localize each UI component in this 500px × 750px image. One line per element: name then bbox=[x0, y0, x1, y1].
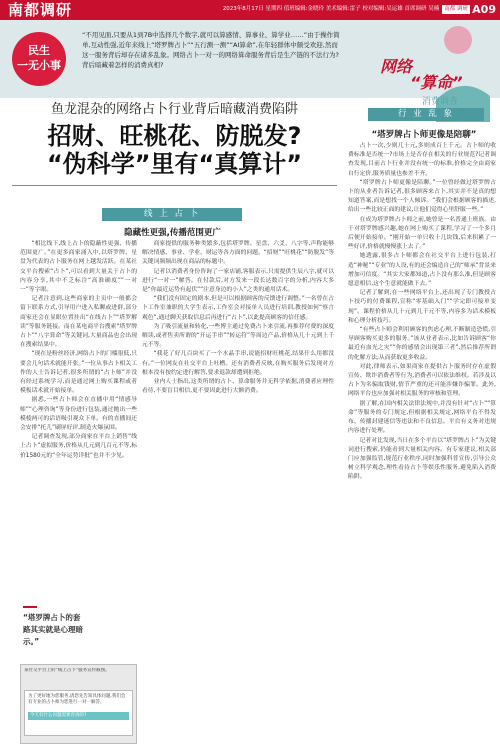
column-badge bbox=[12, 32, 66, 86]
left-column-2 bbox=[142, 240, 334, 745]
figure-caption: 某社交平台上的“线上占卜”服务宣传截图。 bbox=[24, 668, 110, 673]
deco-title-b: “算命” bbox=[410, 73, 463, 92]
headline-line-1: 招财、旺桃花、防脱发? bbox=[47, 122, 302, 150]
paragraph: 为了吸引流量和转化,一些博主通过免费占卜来引流,再推荐付费的深度解读,或者售卖所谓的“开运手串”“转运符”等周边产品,价格从几十元到上千元不等。 bbox=[142, 323, 334, 349]
headline-divider bbox=[12, 185, 337, 186]
deco-subtitle: 消费调查 bbox=[422, 97, 459, 107]
paragraph: “现在是粉丝经济,网络占卜的门槛很低,只要会几句话术就能开张。”一位从事占卜相关工作的人士告诉记者,很多所谓的“占卜师”并没有经过系统学习,而是通过网上购买课程或者模板话术就开始接单。 bbox=[20, 351, 137, 395]
badge-line-1: 民生 bbox=[28, 44, 50, 57]
decorative-illustration bbox=[340, 22, 500, 122]
page-number: A09 bbox=[472, 3, 496, 16]
figure-chat-text: 为了更好地为您服务,请您先告知具体问题,我们会有专业的占卜师为您进行一对一解答。 bbox=[28, 694, 126, 705]
pull-quote: “塔罗牌占卜的套路其实就是心理暗示。” bbox=[23, 613, 83, 646]
paragraph: 占卜一次,少则几十元,多则成百上千元。占卜师的收费标准是否统一?市场上是否存在相关的行业规范?记者调查发现,目前占卜行业并没有统一的标准,价格完全由商家自行定价,服务质量也参差不齐。 bbox=[348, 143, 496, 177]
right-column bbox=[348, 142, 496, 745]
badge-line-2: 一无小事 bbox=[17, 59, 61, 72]
paragraph: 业内人士指出,这类所谓的占卜、算命服务并无科学依据,消费者应理性看待,不要盲目相信,更不要因此进行大额消费。 bbox=[142, 379, 334, 395]
paragraph: 据了解,在国内相关法律法规中,并没有针对“占卜”“算命”等服务的专门规定,但根据相关规定,网络平台不得发布、传播封建迷信等违法和不良信息。平台有义务对违规内容进行处理。 bbox=[348, 400, 496, 435]
left-column-1 bbox=[20, 240, 137, 608]
paragraph: 在成为塔罗牌占卜师之前,她曾是一名普通上班族。由于对塔罗牌感兴趣,她在网上购买了课程,学习了一个多月后便开始接单。“刚开始一单只收十几块钱,后来积累了一些好评,价格就慢慢涨上去了。” bbox=[348, 216, 496, 251]
paragraph: 记者对比发现,当日在多个平台以“塔罗牌占卜”为关键词进行搜索,仍能看到大量相关内容。有专家建议,相关部门应加强监管,规范行业秩序,同时加强科普宣传,引导公众树立科学观念,理性看待占卜等娱乐性服务,避免陷入消费陷阱。 bbox=[348, 437, 496, 481]
paragraph: “我花了好几百块买了一个水晶手串,说能招财旺桃花,结果什么用都没有。”一位网友在社交平台上吐槽。还有消费者反映,在购买服务后发现对方根本没有按约定进行解答,要求退款却遭到拒绝。 bbox=[142, 351, 334, 376]
paragraph: 记者以消费者身份咨询了一家店铺,客服表示,只需提供生辰八字,就可以进行“一对一”解答。在付款后,对方发来一段长达数百字的分析,内容大多是“你最近运势有起伏”“注意身边的小人”之类的通用话术。 bbox=[142, 268, 334, 294]
section-title: 南都调研 bbox=[8, 1, 73, 19]
paragraph: 对此,律师表示,如果商家在提供占卜服务时存在虚假宣传、欺诈消费者等行为,消费者可以依法维权。若涉及以占卜为名骗取钱财,情节严重的还可能涉嫌诈骗罪。此外,网络平台也应加强对相关服务的审核和管理。 bbox=[348, 363, 496, 398]
paragraph: “塔罗牌占卜师更像是陪聊。”一位曾经做过塔罗牌占卜的从业者告诉记者,很多顾客来占卜,其实并不是真的想知道答案,而是想找一个人倾诉。“我们会根据顾客的描述,给出一些比较正面的建议,让他们觉得心里舒服一些。” bbox=[348, 179, 496, 214]
paragraph: 记者注意到,这些商家的主页中一般都会留下联系方式,引导用户进入私聊或进群,部分商家还会在显眼位置挂出“在线占卜”“塔罗解读”等服务链接。而在某电商平台搜索“塔罗牌占卜”“八字算命”等关键词,大量商品也会出现在搜索结果中。 bbox=[20, 296, 137, 349]
screenshot-figure bbox=[20, 664, 137, 744]
paragraph: “相比线下,线上占卜的隐蔽性更强、传播范围更广。”在更多商家涌入中,以塔罗牌、星盘为代表的占卜服务在网上越发活跃。在某社交平台搜索“占卜”,可以看到大量关于占卜的内容分享,其中不乏标注“高准确度”“一对一”等字眼。 bbox=[20, 241, 137, 294]
subhead-industry: “塔罗牌占卜师更像是陪聊” bbox=[371, 130, 477, 140]
headline bbox=[12, 122, 337, 178]
subhead-online: 隐藏性更强,传播范围更广 bbox=[124, 228, 221, 238]
figure-chat-tab: 今天有什么问题需要咨询的? bbox=[28, 712, 129, 720]
paragraph: “有些占卜师会利用顾客的焦虑心理,不断制造恐慌,引导顾客购买更多的服务。”该从业者表示,比如告诉顾客“你最近有血光之灾”“你的感情会出现第三者”,然后推荐所谓的化解方法,从而获取更多收益。 bbox=[348, 327, 496, 361]
paragraph: 商家提供的服务种类繁多,包括塔罗牌、星盘、六爻、八字等,声称能够解决情感、事业、学业、财运等各方面的问题。“招财”“旺桃花”“防脱发”等关键词频频出现在商品的标题中。 bbox=[142, 241, 334, 266]
masthead-bar bbox=[0, 0, 500, 20]
deco-title-a: 网络 bbox=[380, 57, 413, 76]
section-tag-industry: 行 业 乱 象 bbox=[368, 108, 484, 121]
section-tag-online: 线 上 占 卜 bbox=[102, 208, 242, 221]
lead-paragraph: “不用见面,只要从1到7B中选择几个数字,就可以算感情、算事业、算学业……”由于操作简单,互动性强,近年来线上“塔罗牌占卜”“五行测一测”“AI算命”,在年轻群体中颇受欢迎,然而这一服务背后却存在诸多乱象。网络占卜一对一的网络算命服务背后是生产链的不法行为?背后暗藏着怎样的消费真相? bbox=[82, 31, 340, 69]
masthead-meta bbox=[223, 5, 470, 14]
paragraph: 记者调查发现,部分商家在平台上销售“线上占卜”虚拟服务,价格从几元到几百元不等,标价1580元的“全年运势详批”也并不少见。 bbox=[20, 434, 137, 459]
headline-line-2: “伪科学”里有“真算计” bbox=[46, 150, 303, 178]
paragraph: “我们没有固定的剧本,但是可以根据顾客的反馈进行调整。”一名曾在占卜工作室兼职的大学生表示,工作室会对接单人员进行培训,教授如何“察言观色”,通过聊天获取信息后再进行“占卜”,以此提高顾客的信任感。 bbox=[142, 296, 334, 321]
moon-icon bbox=[444, 26, 472, 54]
paragraph: 据悉,一些占卜师会在直播中用“情感导师”“心理咨询”等身份进行包装,通过抛出一些模棱两可的话语吸引观众下单。有的直播间还会安排“托儿”刷屏好评,制造火爆氛围。 bbox=[20, 397, 137, 432]
figure-chat-box bbox=[24, 690, 133, 736]
kicker: 鱼龙混杂的网络占卜行业背后暗藏消费陷阱 bbox=[50, 102, 298, 117]
section-tag: 南都 调研 bbox=[444, 6, 468, 12]
issue-meta: 2023年8月17日 星期四 值班编辑:金晓玲 美术编辑:雷子 校对编辑:吴运雄 首席调研 吴楠 bbox=[222, 6, 440, 12]
paragraph: 她透露,很多占卜师都会在社交平台上进行包装,打造“神秘”“专业”的人设,有的还会编造自己的“师承”背景来增加可信度。“其实大家都知道,占卜没有那么准,但是顾客愿意相信,这个生意就能做下去。” bbox=[348, 253, 496, 288]
paragraph: 记者了解到,在一些网络平台上,还出现了专门教授占卜技巧的付费课程,宣称“零基础入门”“学完即可接单变现”。课程价格从几十元到几千元不等,内容多为话术模板和心理分析技巧。 bbox=[348, 290, 496, 324]
